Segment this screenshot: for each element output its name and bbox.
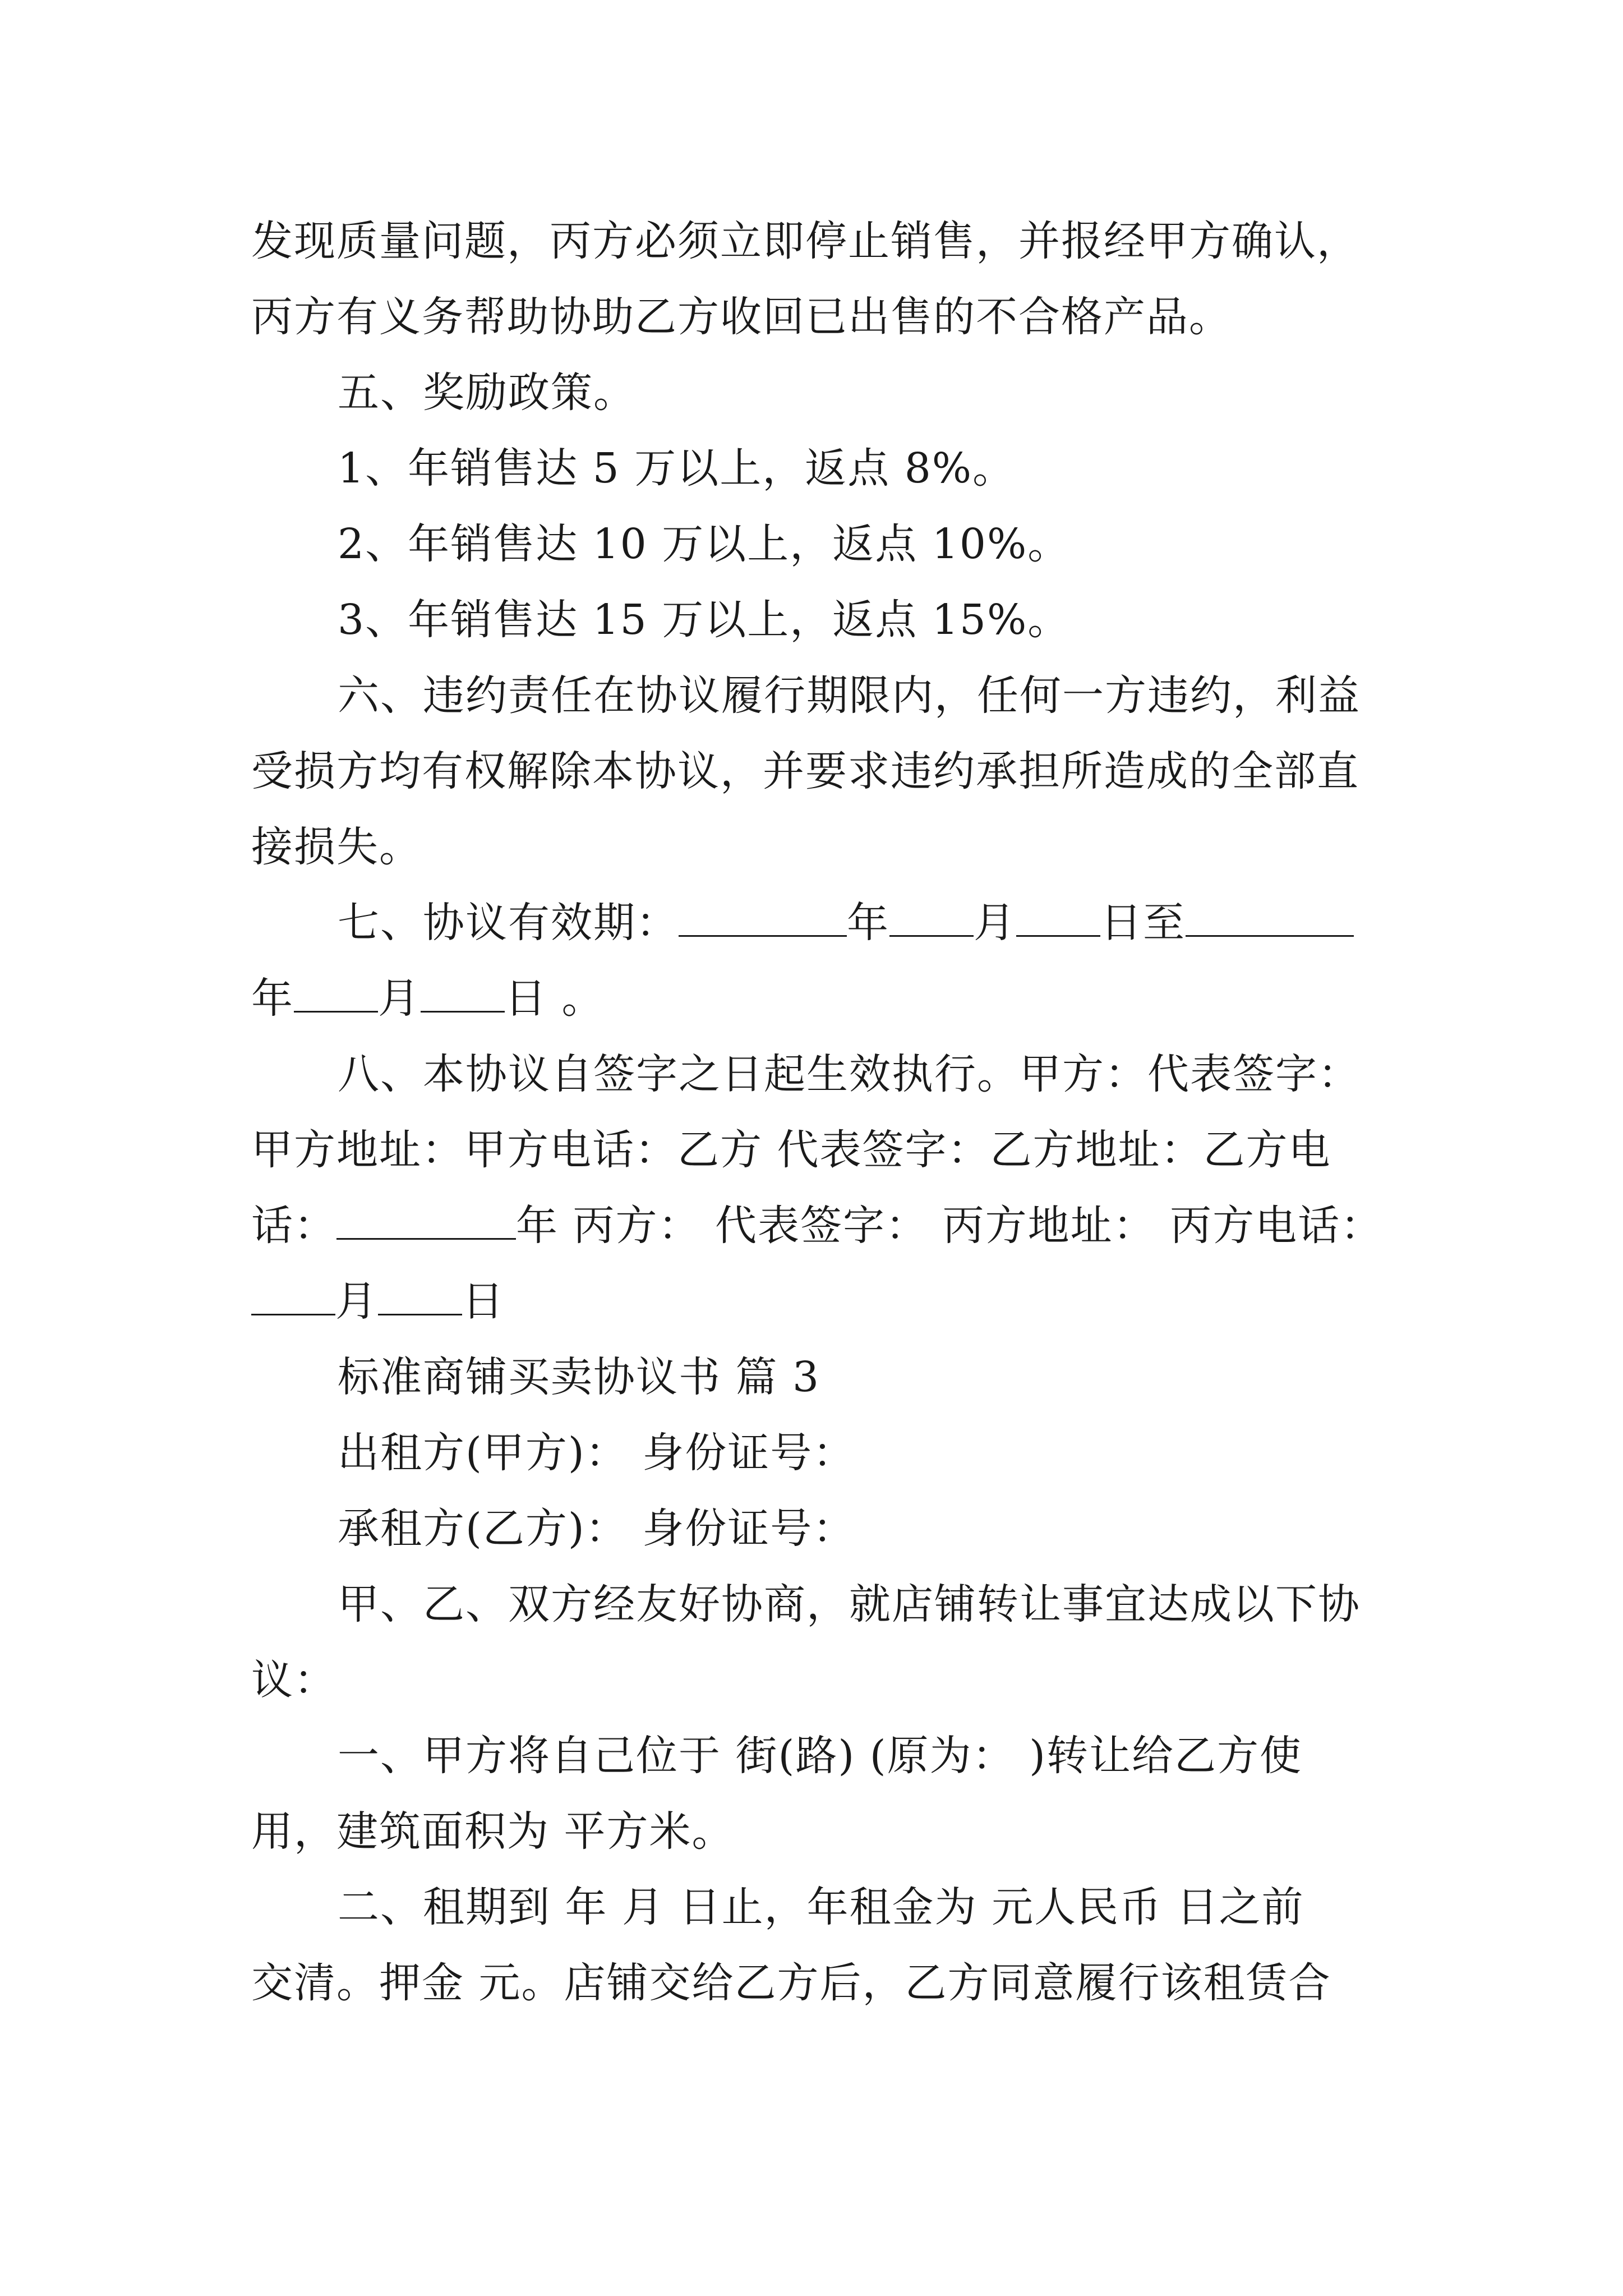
month-blank-3 bbox=[251, 1274, 335, 1315]
day-blank-2 bbox=[421, 972, 505, 1013]
paragraph-line: 议： bbox=[251, 1656, 336, 1704]
phone-rest: 丙方： 代表签字： 丙方地址： 丙方电话： bbox=[559, 1202, 1384, 1250]
paragraph-line: 甲方地址：甲方电话：乙方 代表签字：乙方地址：乙方电 bbox=[251, 1126, 1331, 1174]
month-blank-2 bbox=[294, 972, 378, 1013]
party-line: 出租方(甲方)： 身份证号： bbox=[338, 1429, 856, 1477]
phone-prefix: 话： bbox=[251, 1202, 336, 1250]
validity-prefix: 七、协议有效期： bbox=[338, 899, 679, 947]
paragraph-line: 六、违约责任在协议履行期限内，任何一方违约，利益 bbox=[338, 671, 1361, 720]
section-heading: 五、奖励政策。 bbox=[338, 369, 636, 417]
paragraph-line: 受损方均有权解除本协议，并要求违约承担所造成的全部直 bbox=[251, 747, 1359, 795]
validity-line-2 bbox=[251, 970, 605, 1027]
month-label: 月 bbox=[974, 899, 1016, 947]
year-label-3: 年 bbox=[516, 1202, 559, 1250]
list-item: 2、年销售达 10 万以上，返点 10%。 bbox=[338, 520, 1071, 568]
paragraph-line: 用，建筑面积为 平方米。 bbox=[251, 1807, 735, 1856]
party-line: 承租方(乙方)： 身份证号： bbox=[338, 1504, 856, 1553]
year-blank-2 bbox=[1186, 896, 1354, 937]
day-to-label: 日至 bbox=[1100, 899, 1186, 947]
year-blank-3 bbox=[336, 1199, 516, 1240]
phone-line bbox=[251, 1198, 1383, 1254]
article-title: 标准商铺买卖协议书 篇 3 bbox=[338, 1353, 820, 1401]
year-label-2: 年 bbox=[251, 974, 294, 1023]
date-line bbox=[251, 1273, 505, 1329]
day-blank-3 bbox=[378, 1274, 462, 1315]
paragraph-line: 二、租期到 年 月 日止，年租金为 元人民币 日之前 bbox=[338, 1883, 1304, 1931]
paragraph-line: 一、甲方将自己位于 街(路) (原为： )转让给乙方使 bbox=[338, 1732, 1303, 1780]
day-end-label: 日 。 bbox=[505, 974, 605, 1023]
list-item: 3、年销售达 15 万以上，返点 15%。 bbox=[338, 596, 1071, 644]
paragraph-line: 发现质量问题，丙方必须立即停止销售，并报经甲方确认， bbox=[251, 217, 1359, 265]
paragraph-line: 甲、乙、双方经友好协商，就店铺转让事宜达成以下协 bbox=[338, 1580, 1361, 1628]
list-item: 1、年销售达 5 万以上，返点 8%。 bbox=[338, 444, 1016, 493]
paragraph-line: 丙方有义务帮助协助乙方收回已出售的不合格产品。 bbox=[251, 293, 1232, 341]
day-blank bbox=[1016, 896, 1100, 937]
paragraph-line: 交清。押金 元。店铺交给乙方后，乙方同意履行该租赁合 bbox=[251, 1959, 1331, 2007]
month-label-3: 月 bbox=[335, 1277, 378, 1326]
day-label-3: 日 bbox=[462, 1277, 505, 1326]
paragraph-line: 八、本协议自签字之日起生效执行。甲方：代表签字： bbox=[338, 1050, 1361, 1098]
month-label-2: 月 bbox=[378, 974, 421, 1023]
validity-line bbox=[338, 895, 1354, 951]
month-blank bbox=[889, 896, 974, 937]
paragraph-line: 接损失。 bbox=[251, 823, 422, 871]
year-blank bbox=[679, 896, 847, 937]
year-label: 年 bbox=[847, 899, 889, 947]
